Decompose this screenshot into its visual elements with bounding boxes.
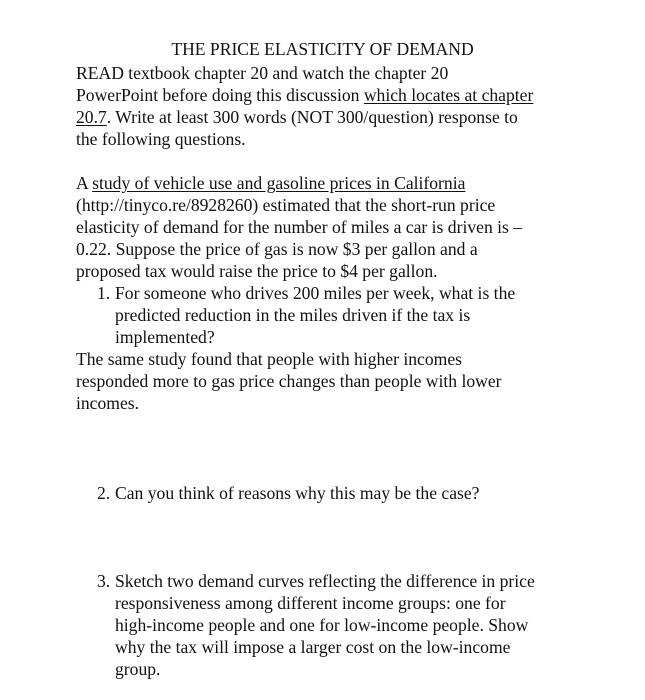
question-1-number: 1. xyxy=(97,283,111,303)
study-link[interactable]: study of vehicle use and gasoline prices in California xyxy=(92,173,466,193)
question-3-number: 3. xyxy=(97,571,111,591)
question-2-line-1: Can you think of reasons why this may be the case? xyxy=(115,483,480,503)
question-3-line-1: Sketch two demand curves reflecting the difference in price xyxy=(115,571,535,591)
intro-line-3-text: . Write at least 300 words (NOT 300/question) response to xyxy=(106,107,518,127)
chapter-link[interactable]: which locates at chapter xyxy=(363,85,534,105)
document-title: THE PRICE ELASTICITY OF DEMAND xyxy=(171,39,474,59)
followup-line-3: incomes. xyxy=(76,393,140,413)
study-line-1 xyxy=(76,172,465,194)
study-line-5: proposed tax would raise the price to $4 per gallon. xyxy=(76,261,438,281)
intro-line-2-text: PowerPoint before doing this discussion xyxy=(76,85,364,105)
study-line-3: elasticity of demand for the number of miles a car is driven is – xyxy=(76,217,523,237)
intro-line-4: the following questions. xyxy=(76,129,246,149)
intro-line-3 xyxy=(76,106,518,128)
question-3-line-2: responsiveness among different income groups: one for xyxy=(115,593,506,613)
chapter-number-link[interactable]: 20.7 xyxy=(76,107,107,127)
question-1-line-2: predicted reduction in the miles driven if the tax is xyxy=(115,305,471,325)
study-line-1-text: A xyxy=(76,173,93,193)
intro-line-2 xyxy=(76,84,533,106)
question-3-line-5: group. xyxy=(115,659,161,679)
followup-line-1: The same study found that people with higher incomes xyxy=(76,349,462,369)
question-2-number: 2. xyxy=(97,483,111,503)
study-line-4: 0.22. Suppose the price of gas is now $3 per gallon and a xyxy=(76,239,478,259)
study-line-2: (http://tinyco.re/8928260) estimated that the short-run price xyxy=(76,195,496,215)
question-3-line-3: high-income people and one for low-income people. Show xyxy=(115,615,529,635)
question-1-line-3: implemented? xyxy=(115,327,215,347)
followup-line-2: responded more to gas price changes than people with lower xyxy=(76,371,502,391)
intro-line-1: READ textbook chapter 20 and watch the chapter 20 xyxy=(76,63,449,83)
question-1-line-1: For someone who drives 200 miles per week, what is the xyxy=(115,283,516,303)
question-3-line-4: why the tax will impose a larger cost on the low-income xyxy=(115,637,511,657)
